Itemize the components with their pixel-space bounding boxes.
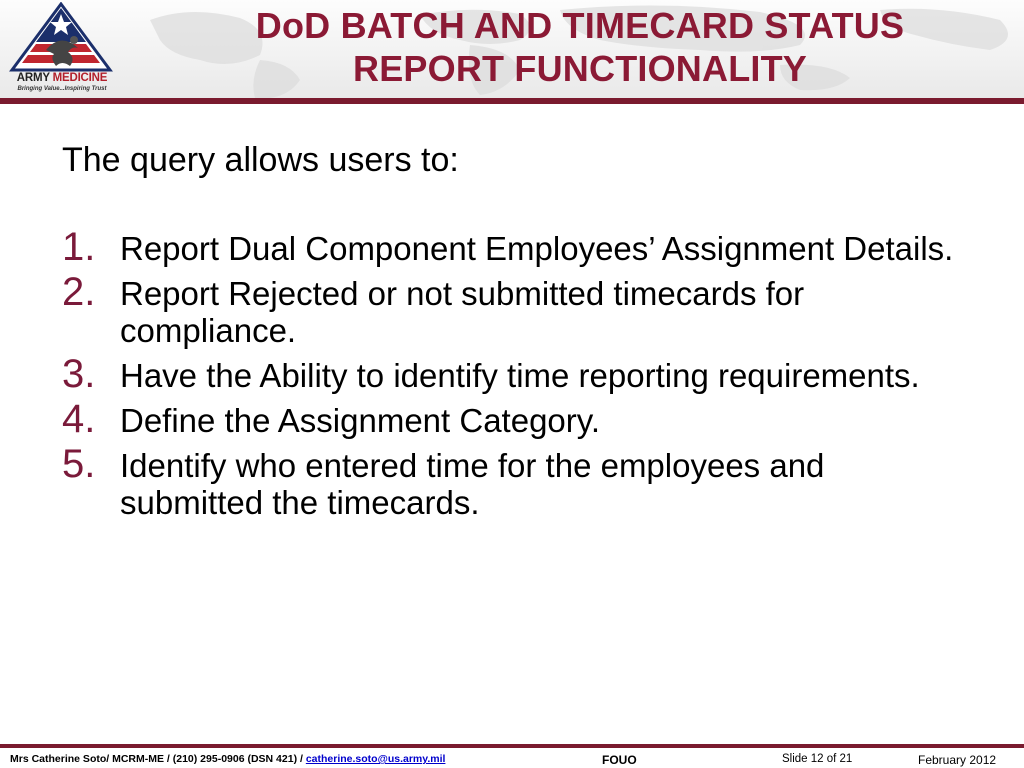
- list-item-text: Report Dual Component Employees’ Assignment Details.: [120, 230, 954, 267]
- list-item: [62, 442, 962, 521]
- footer: [0, 748, 1024, 768]
- list-item-text: Report Rejected or not submitted timecards for compliance.: [120, 275, 805, 349]
- list-item-number: 3.: [62, 352, 96, 396]
- footer-contact-text: Mrs Catherine Soto/ MCRM-ME / (210) 295-0906 (DSN 421) /: [10, 753, 306, 765]
- slide-title-line-2: REPORT FUNCTIONALITY: [353, 48, 807, 89]
- capability-list: [62, 225, 962, 529]
- list-item-text: Have the Ability to identify time reporting requirements.: [120, 357, 920, 394]
- list-item: [62, 397, 962, 441]
- footer-classification: FOUO: [602, 753, 637, 767]
- list-item-number: 1.: [62, 225, 96, 269]
- list-item-number: 2.: [62, 270, 96, 314]
- list-item: [62, 352, 962, 396]
- footer-contact: [10, 753, 445, 765]
- slide-title: [150, 4, 1010, 90]
- logo-tagline: Bringing Value...Inspiring Trust: [17, 86, 107, 92]
- footer-slide-number: Slide 12 of 21: [782, 753, 853, 765]
- slide-title-line-1: DoD BATCH AND TIMECARD STATUS: [255, 5, 905, 46]
- list-item-text: Identify who entered time for the employees and submitted the timecards.: [120, 447, 825, 521]
- list-item-text: Define the Assignment Category.: [120, 402, 600, 439]
- army-medicine-star-eagle-icon: [6, 2, 116, 74]
- footer-date: February 2012: [918, 753, 997, 767]
- army-medicine-logo: [6, 2, 116, 94]
- logo-brand-text: ARMY MEDICINE: [16, 72, 108, 84]
- list-item: [62, 225, 962, 269]
- header-band: [0, 0, 1024, 98]
- list-item: [62, 270, 962, 349]
- list-item-number: 4.: [62, 397, 96, 441]
- footer-email-link[interactable]: catherine.soto@us.army.mil: [305, 753, 446, 765]
- intro-text: The query allows users to:: [62, 141, 459, 179]
- list-item-number: 5.: [62, 442, 96, 486]
- header-divider: [0, 98, 1024, 104]
